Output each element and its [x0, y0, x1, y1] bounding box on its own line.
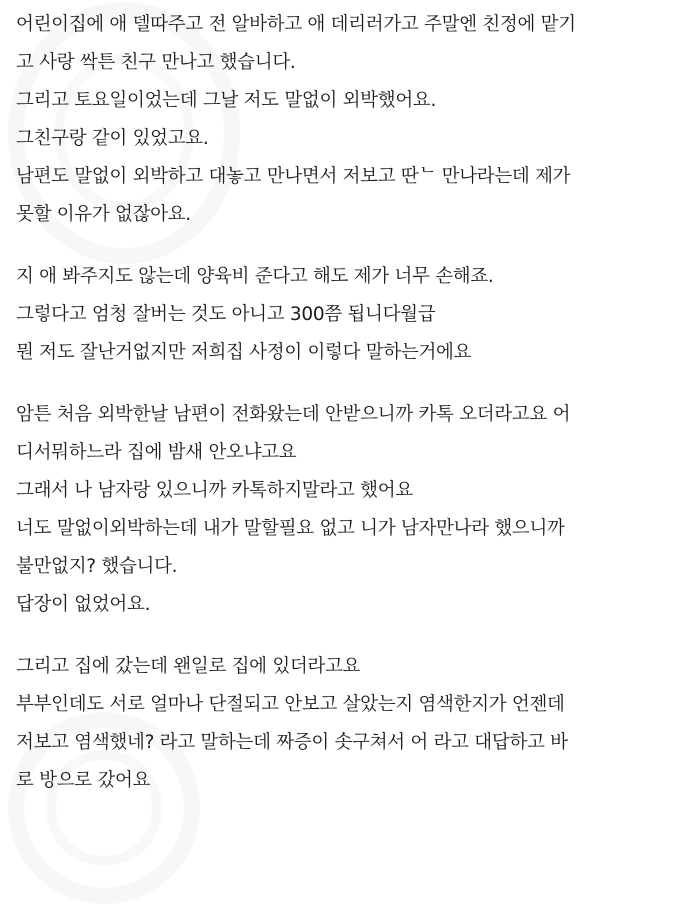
text-line: 지 애 봐주지도 않는데 양육비 준다고 해도 제가 너무 손해죠.: [16, 266, 494, 287]
text-line: 그리고 집에 갔는데 왠일로 집에 있더라고요: [16, 656, 361, 677]
text-line: 못할 이유가 없잖아요.: [16, 204, 191, 225]
text-line: 로 방으로 갔어요: [16, 770, 151, 791]
text-line: 답장이 없었어요.: [16, 594, 151, 615]
paragraph-gap: [16, 624, 666, 648]
text-line: 저보고 염색했네? 라고 말하는데 짜증이 솟구쳐서 어 라고 대답하고 바: [16, 732, 568, 753]
text-line: 그친구랑 같이 있었고요.: [16, 128, 209, 149]
post-body: [16, 6, 666, 800]
text-line: 남편도 말없이 외박하고 대놓고 만나면서 저보고 딴ᄂ 만나라는데 제가: [16, 166, 571, 187]
text-line: 어린이집에 애 델따주고 전 알바하고 애 데리러가고 주말엔 친정에 맡기: [16, 14, 576, 35]
text-line: 암튼 처음 외박한날 남편이 전화왔는데 안받으니까 카톡 오더라고요 어: [16, 404, 571, 425]
text-line: 그래서 나 남자랑 있으니까 카톡하지말라고 했어요: [16, 480, 413, 501]
text-line: 부부인데도 서로 얼마나 단절되고 안보고 살았는지 염색한지가 언젠데: [16, 694, 565, 715]
text-line: 뭔 저도 잘난거없지만 저희집 사정이 이렇다 말하는거에요: [16, 342, 472, 363]
text-line: 불만없지? 했습니다.: [16, 556, 178, 577]
paragraph-gap: [16, 234, 666, 258]
text-line: 너도 말없이외박하는데 내가 말할필요 없고 니가 남자만나라 했으니까: [16, 518, 565, 539]
text-line: 그리고 토요일이었는데 그날 저도 말없이 외박했어요.: [16, 90, 437, 111]
text-line: 디서뭐하느라 집에 밤새 안오냐고요: [16, 442, 297, 463]
text-line: 그렇다고 엄청 잘버는 것도 아니고 300쯤 됩니다월급: [16, 304, 436, 325]
paragraph-gap: [16, 372, 666, 396]
text-line: 고 사랑 싹튼 친구 만나고 했습니다.: [16, 52, 296, 73]
